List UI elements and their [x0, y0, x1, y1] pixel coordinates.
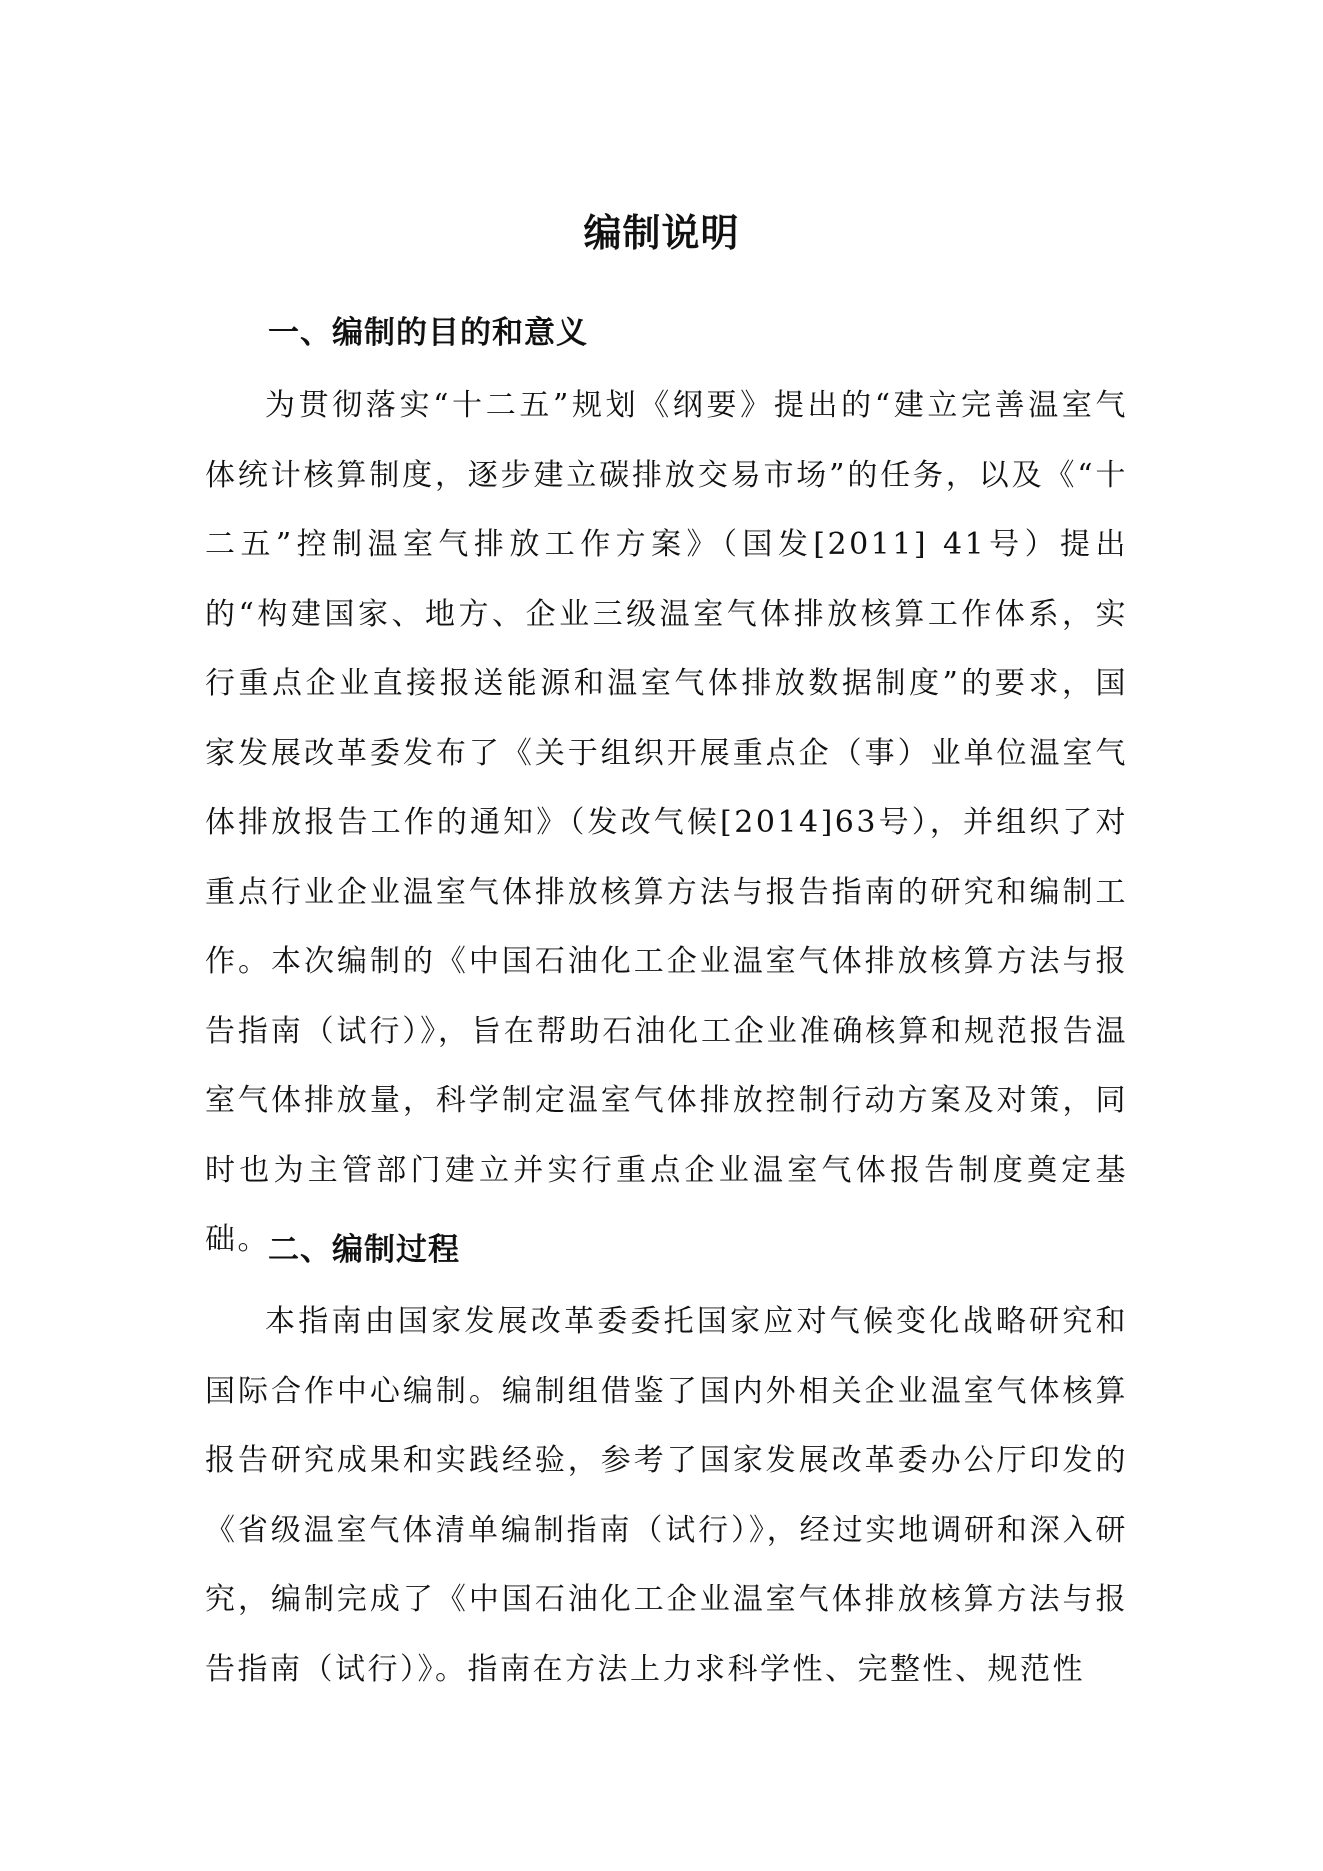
document-title: 编制说明: [583, 211, 740, 255]
section-paragraph-purpose: 为贯彻落实“十二五”规划《纲要》提出的“建立完善温室气体统计核算制度，逐步建立碳排放交易市场”的任务，以及《“十二五”控制温室气排放工作方案》（国发[2011] 41号）提出的“构建国家、地方、企业三级温室气体排放核算工作体系，实行重点企业直接报送能源和温室气体排放数据制度”的要求，国家发展改革委发布了《关于组织开展重点企（事）业单位温室气体排放报告工作的通知》（发改气候[2014]63号），并组织了对重点行业企业温室气体排放核算方法与报告指南的研究和编制工作。本次编制的《中国石油化工企业温室气体排放核算方法与报告指南（试行）》，旨在帮助石油化工企业准确核算和规范报告温室气体排放量，科学制定温室气体排放控制行动方案及对策，同时也为主管部门建立并实行重点企业温室气体报告制度奠定基础。: [205, 388, 1128, 1257]
section-heading-purpose: 一、编制的目的和意义: [268, 315, 588, 351]
section-heading-process: 二、编制过程: [268, 1232, 460, 1268]
section-paragraph-process: 本指南由国家发展改革委委托国家应对气候变化战略研究和国际合作中心编制。编制组借鉴了国内外相关企业温室气体核算报告研究成果和实践经验，参考了国家发展改革委办公厅印发的《省级温室气体清单编制指南（试行）》，经过实地调研和深入研究，编制完成了《中国石油化工企业温室气体排放核算方法与报告指南（试行）》。指南在方法上力求科学性、完整性、规范性: [205, 1304, 1128, 1687]
